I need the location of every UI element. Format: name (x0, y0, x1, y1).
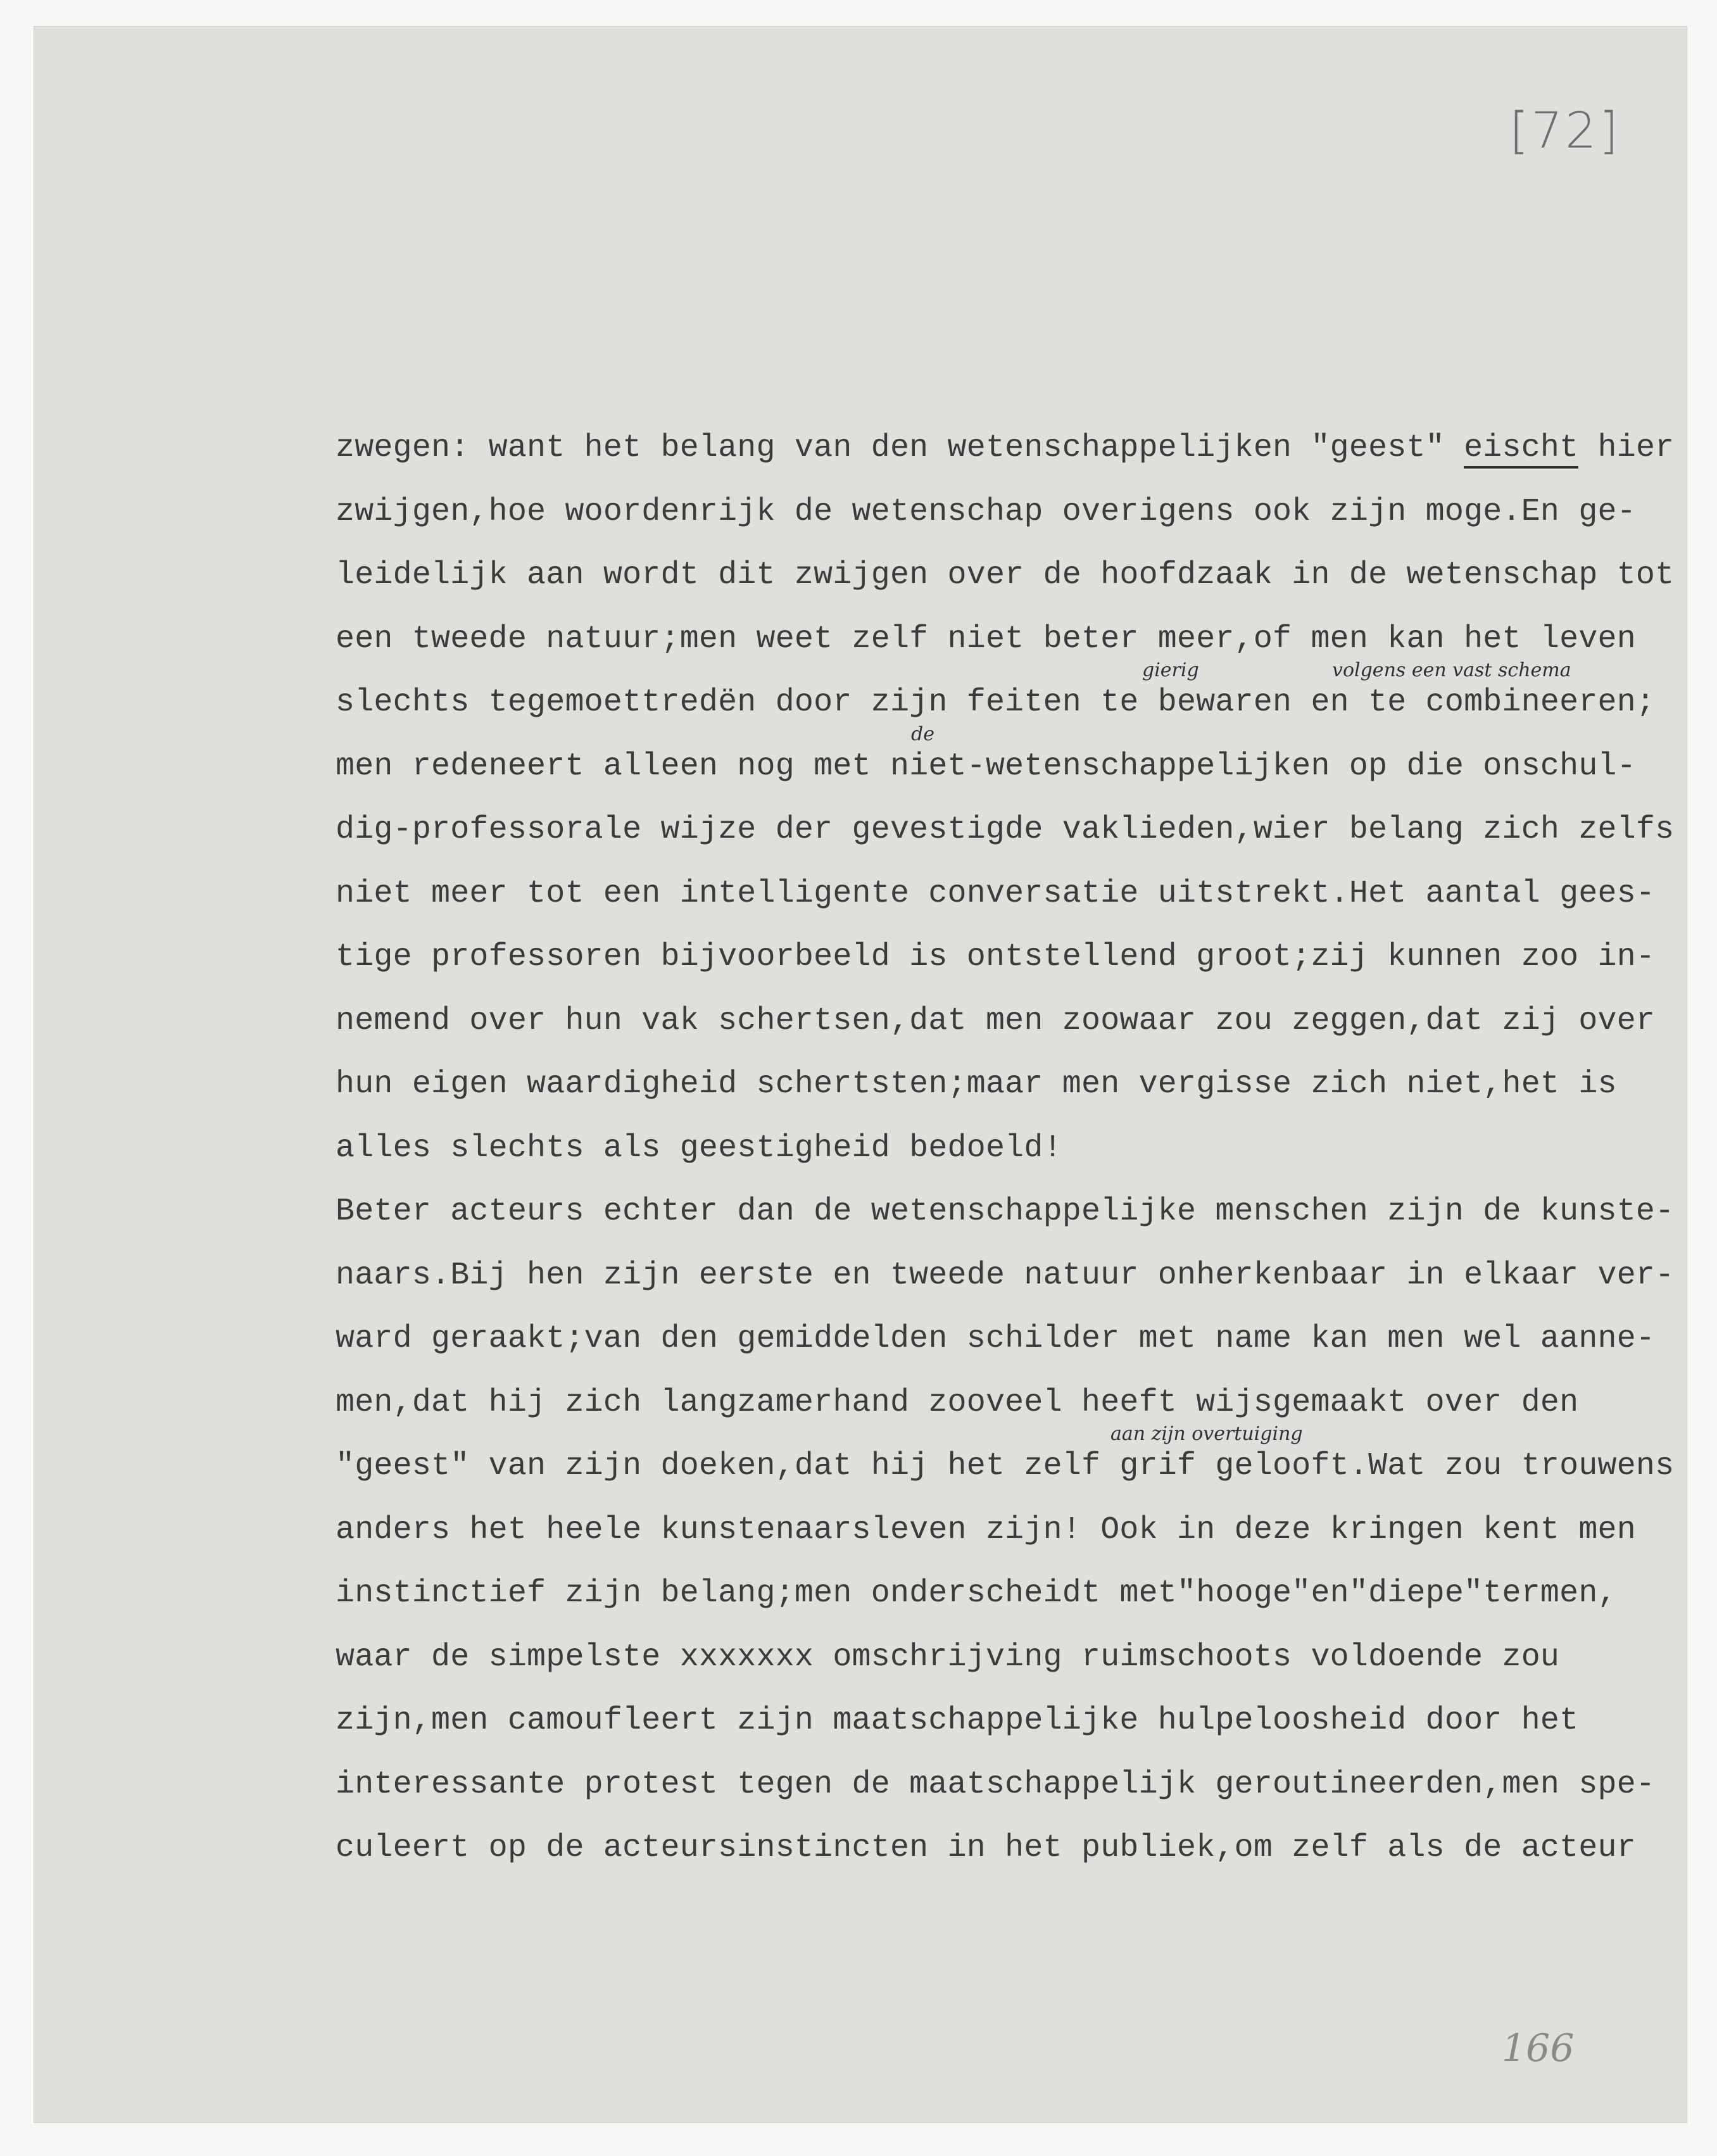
text-line: tige professoren bijvoorbeeld is ontstellend groot;zij kunnen zoo in- (336, 939, 1656, 975)
handwritten-annotation-gierig: gierig (1142, 659, 1199, 681)
typed-text-body (336, 431, 1690, 1894)
text-line: een tweede natuur;men weet zelf niet beter meer,of men kan het leven (336, 621, 1636, 657)
text-line: zwijgen,hoe woordenrijk de wetenschap overigens ook zijn moge.En ge- (336, 493, 1636, 530)
text-line: alles slechts als geestigheid bedoeld! (336, 1130, 1062, 1166)
text-line: niet meer tot een intelligente conversatie uitstrekt.Het aantal gees- (336, 875, 1656, 912)
handwritten-annotation-schema: volgens een vast schema (1332, 659, 1571, 681)
text-line: interessante protest tegen de maatschappelijk geroutineerden,men spe- (336, 1766, 1656, 1803)
folio-number: 166 (1502, 2026, 1575, 2071)
text-line: men,dat hij zich langzamerhand zooveel heeft wijsgemaakt over den (336, 1384, 1579, 1421)
text-line: Beter acteurs echter dan de wetenschappelijke menschen zijn de kunste- (336, 1194, 1675, 1230)
text-line: culeert op de acteursinstincten in het publiek,om zelf als de acteur (336, 1830, 1636, 1866)
handwritten-annotation-overtuiging: aan zijn overtuiging (1110, 1423, 1303, 1445)
text-line: zwegen: want het belang van den wetenschappelijken "geest" eischt hier (336, 431, 1690, 466)
text-line: leidelijk aan wordt dit zwijgen over de hoofdzaak in de wetenschap tot (336, 557, 1675, 593)
text-line: nemend over hun vak schertsen,dat men zoowaar zou zeggen,dat zij over (336, 1002, 1656, 1039)
text-line: zijn,men camoufleert zijn maatschappelijke hulpeloosheid door het (336, 1703, 1579, 1739)
text-line: slechts tegemoettredën door zijn feiten te bewaren en te combineeren; (336, 684, 1656, 721)
text-line: hun eigen waardigheid schertsten;maar men vergisse zich niet,het is (336, 1066, 1617, 1102)
text-line: men redeneert alleen nog met niet-wetenschappelijken op die onschul- (336, 748, 1636, 785)
text-line: anders het heele kunstenaarsleven zijn! Ook in deze kringen kent men (336, 1511, 1636, 1548)
text-line: "geest" van zijn doeken,dat hij het zelf grif gelooft.Wat zou trouwens (336, 1448, 1675, 1484)
text-line: dig-professorale wijze der gevestigde vaklieden,wier belang zich zelfs (336, 812, 1675, 848)
text-line: ward geraakt;van den gemiddelden schilder met name kan men wel aanne- (336, 1321, 1656, 1357)
underlined-word: eischt (1464, 430, 1578, 469)
text-line: waar de simpelste xxxxxxx omschrijving ruimschoots voldoende zou (336, 1639, 1560, 1675)
typescript-page (34, 27, 1687, 2122)
page-label: [72] (1509, 103, 1621, 160)
text-line: naars.Bij hen zijn eerste en tweede natuur onherkenbaar in elkaar ver- (336, 1257, 1675, 1294)
handwritten-annotation-de: de (911, 723, 934, 745)
text-line: instinctief zijn belang;men onderscheidt met"hooge"en"diepe"termen, (336, 1575, 1617, 1611)
